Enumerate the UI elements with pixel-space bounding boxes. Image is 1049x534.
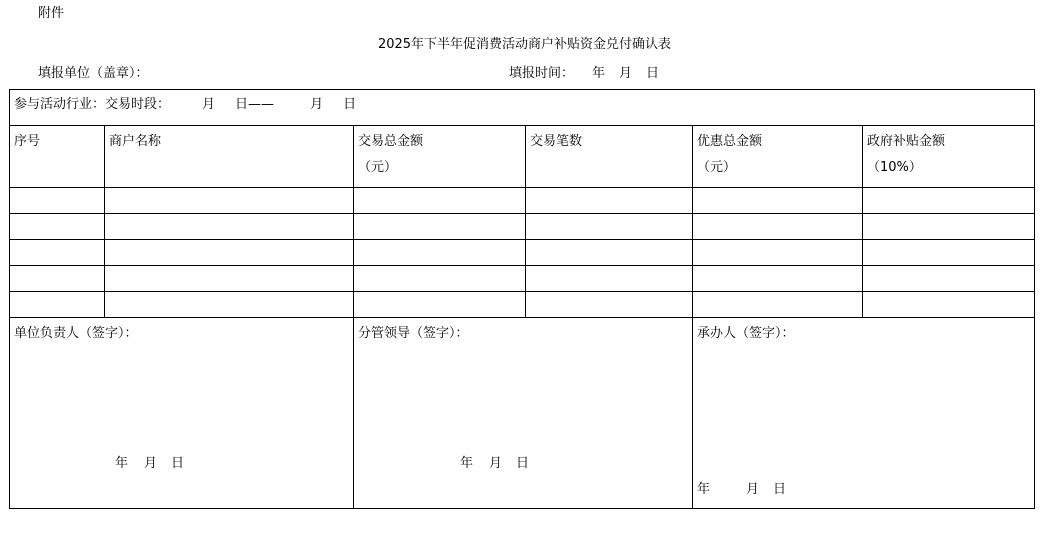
column-header — [693, 126, 863, 188]
column-header-label: 交易笔数 — [530, 134, 583, 149]
table-cell[interactable] — [526, 292, 693, 318]
table-row — [10, 214, 1035, 240]
column-header-label: 交易总金额 — [358, 134, 424, 149]
table-cell[interactable] — [863, 240, 1035, 266]
sign-day: 日 — [171, 456, 185, 471]
table-cell[interactable] — [693, 188, 863, 214]
sign-month: 月 — [489, 456, 503, 471]
table-row — [10, 292, 1035, 318]
table-cell[interactable] — [354, 266, 526, 292]
table-cell[interactable] — [354, 240, 526, 266]
sign-year: 年 — [460, 456, 474, 471]
column-header — [105, 126, 354, 188]
table-cell[interactable] — [526, 240, 693, 266]
table-cell[interactable] — [354, 292, 526, 318]
sign-month: 月 — [746, 482, 760, 497]
industry-row — [10, 90, 1035, 126]
table-cell[interactable] — [10, 266, 105, 292]
unit-leader-sign-date — [115, 456, 184, 472]
fill-time-month: 月 — [619, 66, 633, 81]
table-cell[interactable] — [10, 188, 105, 214]
handler-sign-date — [697, 482, 786, 498]
page-title: 2025年下半年促消费活动商户补贴资金兑付确认表 — [377, 37, 672, 52]
sign-month: 月 — [144, 456, 158, 471]
table-cell[interactable] — [354, 188, 526, 214]
table-cell[interactable] — [693, 214, 863, 240]
table-cell[interactable] — [526, 266, 693, 292]
period-start-day: 日—— — [235, 97, 275, 112]
column-header-label: 商户名称 — [109, 134, 162, 149]
attachment-label: 附件 — [38, 6, 65, 21]
signature-row — [10, 318, 1035, 509]
table-cell[interactable] — [863, 292, 1035, 318]
handler-signature-cell[interactable] — [693, 318, 1035, 509]
column-header-label: 优惠总金额 — [697, 134, 763, 149]
table-cell[interactable] — [354, 214, 526, 240]
table-cell[interactable] — [863, 214, 1035, 240]
table-row — [10, 240, 1035, 266]
column-header — [354, 126, 526, 188]
table-cell[interactable] — [105, 214, 354, 240]
table-cell[interactable] — [105, 188, 354, 214]
table-cell[interactable] — [526, 188, 693, 214]
fill-unit-label: 填报单位（盖章）： — [38, 66, 149, 81]
table-cell[interactable] — [105, 266, 354, 292]
unit-leader-signature-label: 单位负责人（签字）： — [14, 326, 138, 341]
column-header-unit: （元） — [358, 160, 398, 175]
header-row — [10, 126, 1035, 188]
fill-time-year: 年 — [592, 66, 606, 81]
column-header — [10, 126, 105, 188]
column-header-label: 序号 — [14, 134, 41, 149]
table-cell[interactable] — [526, 214, 693, 240]
supervisor-signature-label: 分管领导（签字）： — [358, 326, 469, 341]
table-cell[interactable] — [863, 188, 1035, 214]
table-cell[interactable] — [863, 266, 1035, 292]
industry-label: 参与活动行业： — [14, 97, 106, 112]
fill-time-day: 日 — [646, 66, 660, 81]
table-cell[interactable] — [10, 214, 105, 240]
column-header-unit: （10%） — [867, 160, 922, 175]
fill-time-label: 填报时间： — [509, 66, 575, 81]
period-end-month: 月 — [310, 97, 324, 112]
table-cell[interactable] — [105, 240, 354, 266]
column-header — [526, 126, 693, 188]
sign-year: 年 — [115, 456, 129, 471]
period-start-month: 月 — [202, 97, 216, 112]
sign-day: 日 — [516, 456, 530, 471]
column-header — [863, 126, 1035, 188]
table-row — [10, 188, 1035, 214]
column-header-label: 政府补贴金额 — [867, 134, 946, 149]
column-header-unit: （元） — [697, 160, 737, 175]
table-cell[interactable] — [693, 266, 863, 292]
sign-year: 年 — [697, 482, 711, 497]
table-cell[interactable] — [10, 292, 105, 318]
supervisor-sign-date — [460, 456, 529, 472]
supervisor-signature-cell[interactable] — [354, 318, 693, 509]
table-cell[interactable] — [693, 292, 863, 318]
sign-day: 日 — [773, 482, 787, 497]
period-label: 交易时段： — [105, 97, 171, 112]
period-end-day: 日 — [343, 97, 357, 112]
table-cell[interactable] — [693, 240, 863, 266]
fill-time — [509, 66, 659, 82]
table-row — [10, 266, 1035, 292]
unit-leader-signature-cell[interactable] — [10, 318, 354, 509]
industry-cell — [10, 90, 1035, 126]
table-cell[interactable] — [105, 292, 354, 318]
confirmation-table — [9, 89, 1035, 509]
table-cell[interactable] — [10, 240, 105, 266]
handler-signature-label: 承办人（签字）： — [697, 326, 795, 341]
